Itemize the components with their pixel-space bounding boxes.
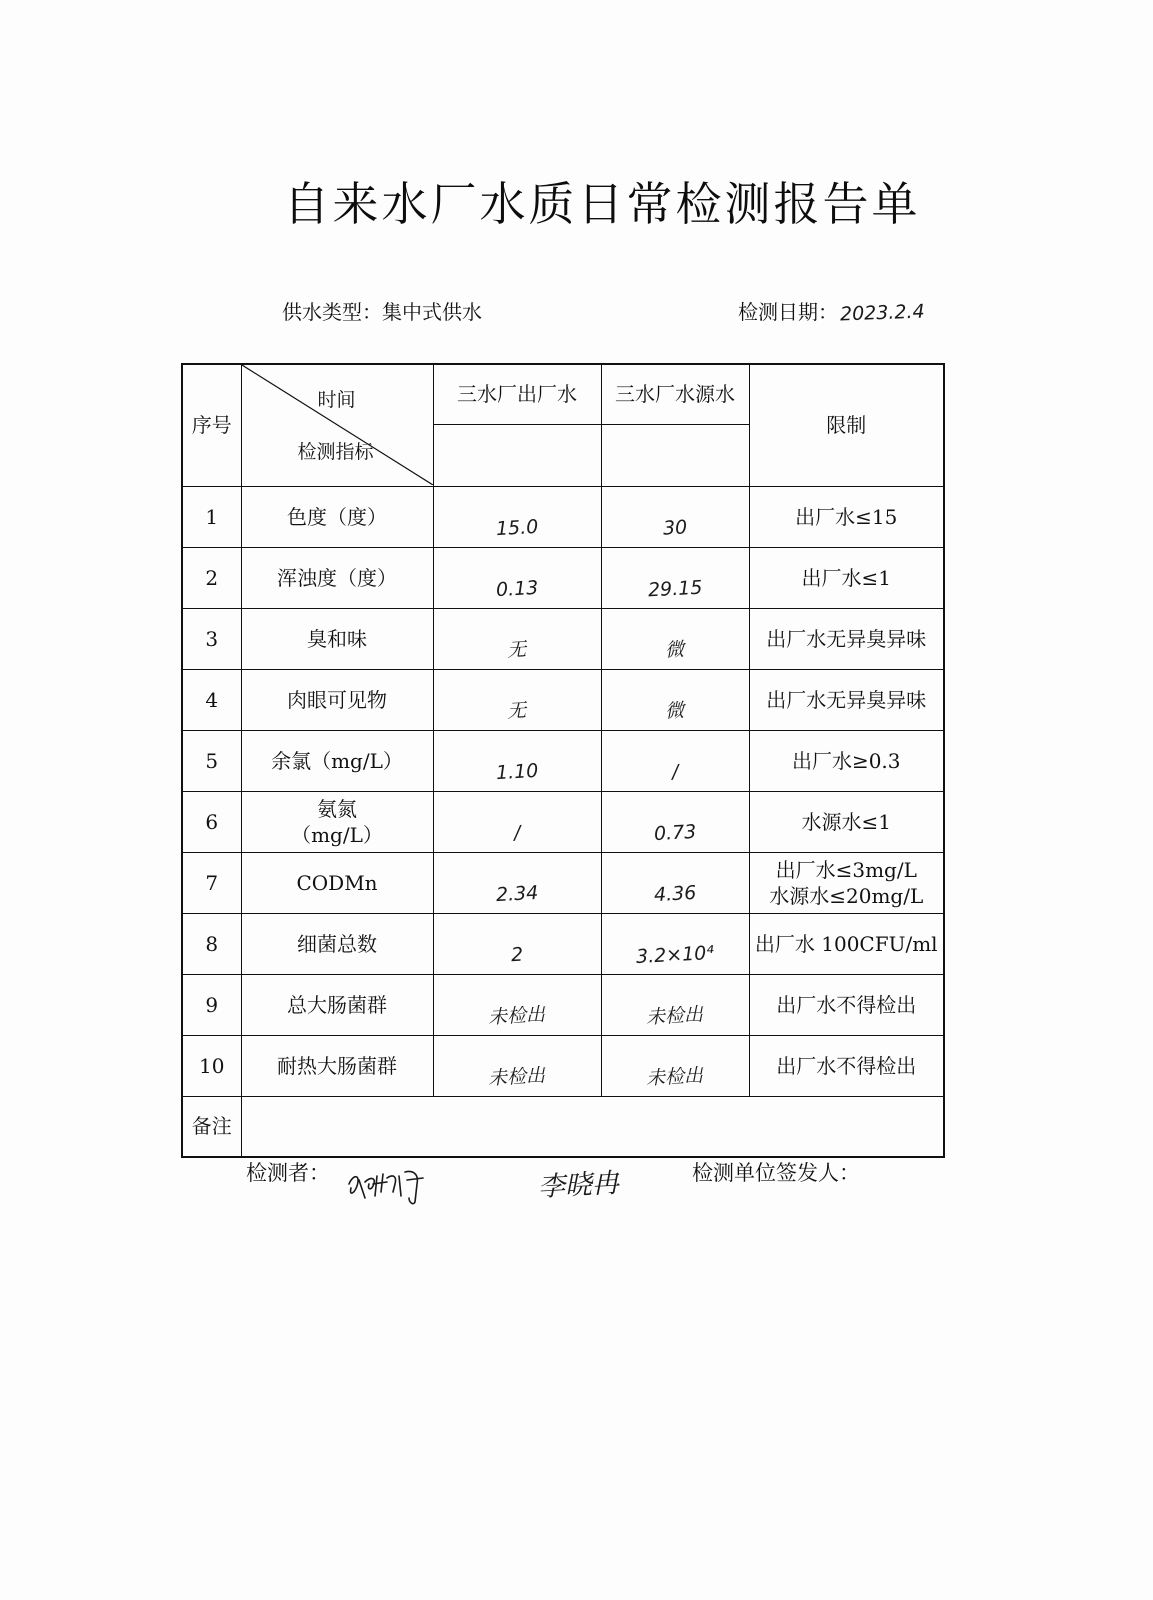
row-limit: 出厂水≥0.3	[749, 730, 944, 791]
tester-signature	[343, 1162, 431, 1210]
row-factory-out-cell	[433, 852, 601, 913]
table-row	[182, 1035, 944, 1096]
remarks-label: 备注	[182, 1096, 241, 1157]
row-indicator: 耐热大肠菌群	[241, 1035, 433, 1096]
row-seq: 6	[182, 791, 241, 852]
row-limit: 水源水≤1	[749, 791, 944, 852]
header-source-sub	[601, 424, 749, 486]
row-seq: 7	[182, 852, 241, 913]
row-seq: 5	[182, 730, 241, 791]
row-indicator: 总大肠菌群	[241, 974, 433, 1035]
row-factory-out-cell	[433, 913, 601, 974]
row-source-value: 30	[662, 515, 688, 540]
row-indicator: 细菌总数	[241, 913, 433, 974]
page-title: 自来水厂水质日常检测报告单	[283, 177, 921, 231]
table-row	[182, 852, 944, 913]
supply-type-label: 供水类型：	[282, 300, 382, 324]
row-seq: 3	[182, 608, 241, 669]
table-row	[182, 608, 944, 669]
table-row	[182, 547, 944, 608]
row-seq: 4	[182, 669, 241, 730]
diagonal-line	[242, 365, 433, 485]
row-factory-out-value: 2	[510, 943, 524, 966]
table-row	[182, 486, 944, 547]
signer-label: 检测单位签发人：	[692, 1161, 860, 1185]
row-limit: 出厂水≤15	[749, 486, 944, 547]
row-factory-out-cell	[433, 1035, 601, 1096]
row-source-value: /	[671, 760, 679, 783]
header-factory-out-sub	[433, 424, 601, 486]
table-row	[182, 669, 944, 730]
row-factory-out-value: /	[513, 821, 521, 844]
row-limit: 出厂水无异臭异味	[749, 669, 944, 730]
header-diagonal-cell	[241, 364, 433, 486]
row-indicator: 氨氮 （mg/L）	[241, 791, 433, 852]
row-seq: 2	[182, 547, 241, 608]
row-source-cell	[601, 608, 749, 669]
handwritten-name: 李晓冉	[537, 1167, 620, 1204]
row-factory-out-value: 无	[506, 638, 528, 661]
table-row	[182, 913, 944, 974]
row-indicator: 色度（度）	[241, 486, 433, 547]
row-limit: 出厂水 100CFU/ml	[749, 913, 944, 974]
test-date-value: 2023.2.4	[839, 300, 925, 326]
row-factory-out-cell	[433, 791, 601, 852]
row-factory-out-value: 15.0	[495, 515, 539, 540]
row-source-cell	[601, 547, 749, 608]
supply-type	[282, 298, 482, 326]
remarks-value	[241, 1096, 944, 1157]
header-time: 时间	[317, 389, 356, 412]
row-factory-out-value: 未检出	[487, 1064, 547, 1089]
row-factory-out-value: 未检出	[487, 1003, 547, 1028]
row-source-cell	[601, 852, 749, 913]
row-source-value: 3.2×10⁴	[635, 941, 715, 968]
header-row	[182, 364, 944, 424]
row-factory-out-cell	[433, 974, 601, 1035]
row-source-value: 未检出	[645, 1003, 705, 1028]
row-source-cell	[601, 974, 749, 1035]
row-factory-out-value: 1.10	[495, 759, 539, 784]
remarks-row	[182, 1096, 944, 1157]
row-indicator: CODMn	[241, 852, 433, 913]
supply-type-value: 集中式供水	[382, 300, 482, 324]
row-source-value: 微	[664, 699, 686, 722]
row-seq: 8	[182, 913, 241, 974]
row-indicator: 臭和味	[241, 608, 433, 669]
row-source-cell	[601, 791, 749, 852]
test-date-label: 检测日期：	[738, 300, 838, 324]
row-indicator: 浑浊度（度）	[241, 547, 433, 608]
row-factory-out-value: 0.13	[495, 576, 539, 601]
row-seq: 10	[182, 1035, 241, 1096]
table-row	[182, 730, 944, 791]
tester-label: 检测者：	[246, 1161, 330, 1185]
row-source-cell	[601, 730, 749, 791]
row-source-value: 0.73	[653, 820, 697, 845]
row-factory-out-cell	[433, 547, 601, 608]
row-limit: 出厂水≤1	[749, 547, 944, 608]
row-factory-out-cell	[433, 486, 601, 547]
row-source-value: 未检出	[645, 1064, 705, 1089]
row-source-cell	[601, 913, 749, 974]
header-seq: 序号	[182, 364, 241, 486]
row-seq: 1	[182, 486, 241, 547]
header-limit: 限制	[749, 364, 944, 486]
row-source-cell	[601, 1035, 749, 1096]
diagonal-split	[242, 365, 433, 485]
header-source: 三水厂水源水	[601, 364, 749, 424]
row-factory-out-cell	[433, 669, 601, 730]
row-source-cell	[601, 669, 749, 730]
row-factory-out-value: 无	[506, 699, 528, 722]
table-row	[182, 791, 944, 852]
header-factory-out: 三水厂出厂水	[433, 364, 601, 424]
row-factory-out-cell	[433, 730, 601, 791]
row-limit: 出厂水≤3mg/L 水源水≤20mg/L	[749, 852, 944, 913]
report-table	[181, 363, 945, 1158]
row-limit: 出厂水不得检出	[749, 974, 944, 1035]
row-indicator: 余氯（mg/L）	[241, 730, 433, 791]
test-date	[738, 298, 925, 327]
row-seq: 9	[182, 974, 241, 1035]
header-indicator: 检测指标	[297, 441, 374, 464]
row-factory-out-value: 2.34	[495, 881, 539, 906]
table-row	[182, 974, 944, 1035]
row-limit: 出厂水无异臭异味	[749, 608, 944, 669]
row-indicator: 肉眼可见物	[241, 669, 433, 730]
row-source-cell	[601, 486, 749, 547]
row-source-value: 微	[664, 638, 686, 661]
row-factory-out-cell	[433, 608, 601, 669]
row-source-value: 4.36	[653, 881, 697, 906]
row-limit: 出厂水不得检出	[749, 1035, 944, 1096]
row-source-value: 29.15	[647, 576, 703, 601]
